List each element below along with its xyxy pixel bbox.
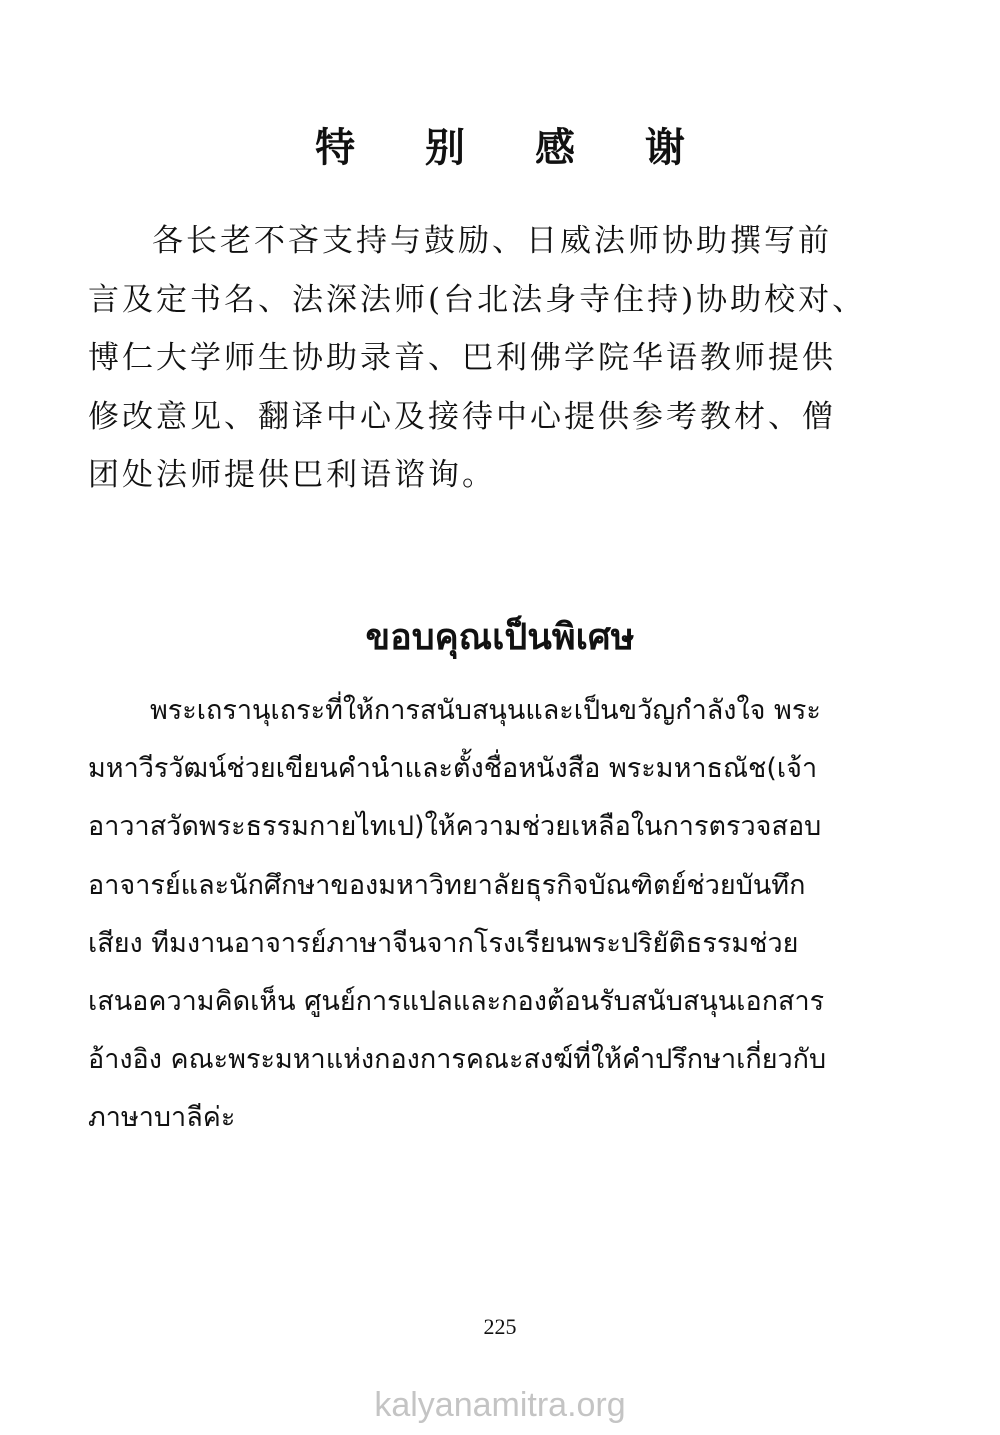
- chinese-line: 博仁大学师生协助录音、巴利佛学院华语教师提供: [88, 340, 836, 376]
- chinese-paragraph: [88, 212, 867, 505]
- thai-line: อาจารย์และนักศึกษาของมหาวิทยาลัยธุรกิจบัณฑิตย์ช่วยบันทึก: [88, 869, 806, 901]
- thai-line: เสียง ทีมงานอาจารย์ภาษาจีนจากโรงเรียนพระปริยัติธรรมช่วย: [88, 927, 799, 959]
- thai-heading: ขอบคุณเป็นพิเศษ: [365, 617, 635, 658]
- thai-line: ภาษาบาลีค่ะ: [88, 1102, 236, 1134]
- chinese-line: 言及定书名、法深法师(台北法身寺住持)协助校对、: [88, 281, 867, 318]
- page-number: 225: [483, 1314, 517, 1339]
- chinese-heading: 特 别 感 谢: [315, 124, 713, 171]
- thai-paragraph: [88, 682, 868, 1148]
- thai-line: อาวาสวัดพระธรรมกายไทเป)ให้ความช่วยเหลือในการตรวจสอบ: [88, 811, 822, 843]
- thai-line: มหาวีรวัฒน์ช่วยเขียนคำนำและตั้งชื่อหนังสือ พระมหาธณัช(เจ้า: [88, 753, 818, 785]
- chinese-line: 各长老不吝支持与鼓励、日威法师协助撰写前: [152, 223, 832, 259]
- thai-line: พระเถรานุเถระที่ให้การสนับสนุนและเป็นขวัญกำลังใจ พระ: [150, 695, 821, 726]
- chinese-line: 团处法师提供巴利语谘询。: [88, 457, 496, 493]
- chinese-line: 修改意见、翻译中心及接待中心提供参考教材、僧: [88, 398, 836, 435]
- watermark: kalyanamitra.org: [374, 1386, 626, 1424]
- thai-line: อ้างอิง คณะพระมหาแห่งกองการคณะสงฆ์ที่ให้คำปรึกษาเกี่ยวกับ: [88, 1044, 827, 1076]
- thai-line: เสนอความคิดเห็น ศูนย์การแปลและกองต้อนรับสนับสนุนเอกสาร: [88, 986, 825, 1018]
